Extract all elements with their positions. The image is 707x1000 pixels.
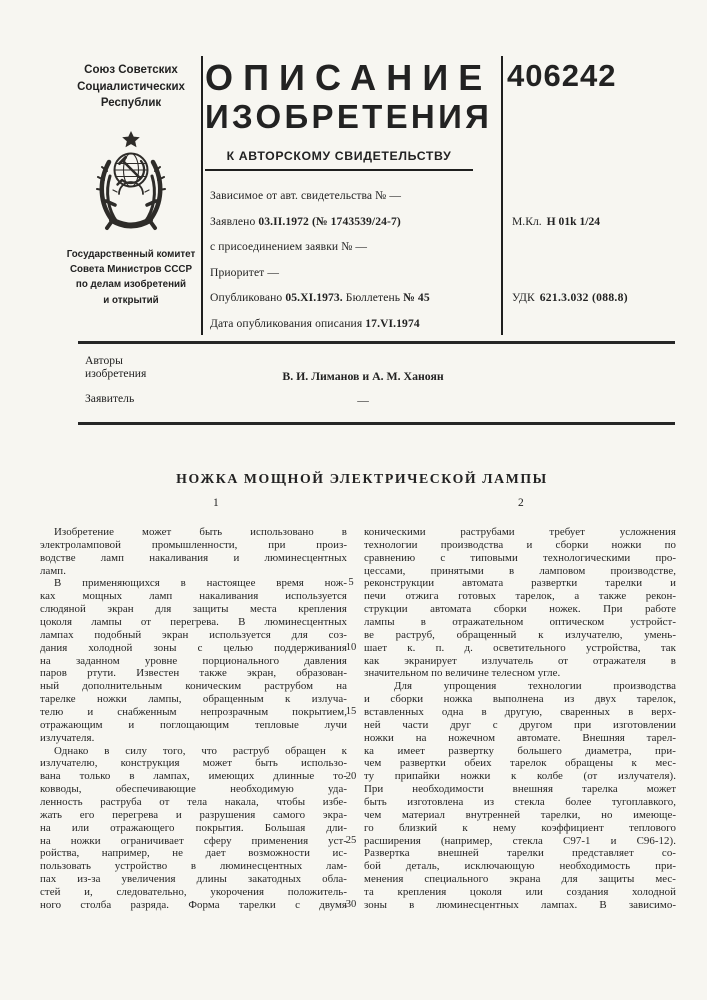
body-text-line: го близкий к нему коэффициент теплового <box>364 821 676 834</box>
body-text-line: тарелке ножки лампы, обращенным к излуча- <box>40 693 347 706</box>
certificate-subtitle: К АВТОРСКОМУ СВИДЕТЕЛЬСТВУ <box>205 149 473 171</box>
line-number: 20 <box>345 770 357 782</box>
horizontal-rule-bottom <box>78 422 675 425</box>
line-number: 30 <box>345 899 357 911</box>
body-text-line: дания холодной зоны с целью поддерживания <box>40 641 347 654</box>
udc-label: УДК <box>512 291 535 304</box>
body-text-line: коническими раструбами требует усложнения <box>364 526 676 538</box>
body-text-line: ней части друг с другом при изготовлении <box>364 718 676 731</box>
detail-line: с присоединением заявки № — <box>210 240 368 253</box>
body-text-line: ках мощных ламп накаливания используется <box>40 590 347 603</box>
body-text-line: цессами, принятыми в ламповом производстве, <box>364 564 676 577</box>
applicant-label: Заявитель <box>85 392 135 405</box>
body-text-line: ве раструб, обращенный к излучателю, умень- <box>364 628 676 641</box>
body-text-line: жать его перегрева и разрушения самого экра- <box>40 808 347 821</box>
body-text-line: зоны в люминесцентных лампах. В зависимо- <box>364 898 676 911</box>
body-text-line: слюдяной экран для защиты места крепления <box>40 603 347 616</box>
udc-classification <box>512 291 628 304</box>
body-text-line: чем развертки обеих тарелок обращены к мес- <box>364 757 676 770</box>
doc-type-title: ОПИСАНИЕ <box>205 57 493 98</box>
body-text-line: водстве ламп накаливания и люминесцентных <box>40 551 347 564</box>
body-text-line: и сборки ножка выполнена из двух тарелок, <box>364 693 676 706</box>
body-text-line: быть изготовлена из стекла более тугоплавкого, <box>364 796 676 809</box>
body-text-line: пах из-за увеличения длины закатодных обла- <box>40 873 347 886</box>
body-text-line: та крепления цоколя или создания холодной <box>364 886 676 899</box>
patent-number: 406242 <box>507 58 617 93</box>
body-text-line: пользовать устройство в люминесцентных лам- <box>40 860 347 873</box>
line-number: 5 <box>348 577 354 589</box>
country-name: Союз Советских Социалистических Республик <box>77 64 185 110</box>
body-text-line: сравнению с типовыми технологическими про- <box>364 551 676 564</box>
body-text-line: как экранирует излучатель от отражателя в <box>364 654 676 667</box>
detail-line: Заявлено 03.II.1972 (№ 1743539/24-7) <box>210 214 401 228</box>
column-number-2: 2 <box>518 497 524 509</box>
body-text-line: ного столба разряда. Форма тарелки с двумя <box>40 898 347 911</box>
ipc-value: Н 01k 1/24 <box>546 215 601 228</box>
body-text-line: вана только в лампах, имеющих длинные то- <box>40 770 347 783</box>
header-divider-left <box>201 56 203 335</box>
body-text-line: на ножки ограничивает сферу применения уст- <box>40 834 347 847</box>
body-text-line: лампы в отражательном оптическом устройст- <box>364 616 676 629</box>
body-text-line: излучателя. <box>40 731 95 744</box>
authors-names: В. И. Лиманов и А. М. Ханоян <box>282 369 444 383</box>
line-number: 25 <box>345 834 357 846</box>
body-text-line: Изобретение может быть использовано в <box>54 526 347 538</box>
body-text-line: ламп. <box>40 564 66 577</box>
line-number: 10 <box>345 641 357 653</box>
body-text-line: ный дополнительным коническим раструбом на <box>40 680 347 693</box>
body-text-line: вставленных одна в другую, сваренных в верх- <box>364 706 676 719</box>
body-text-line: Для упрощения технологии производства <box>394 680 676 693</box>
body-text-line: ту припайки ножки к колбе (от излучателя). <box>364 770 676 783</box>
body-text-line: цоколя лампы от перегрева. В люминесцентных <box>40 616 347 629</box>
body-text-line: При необходимости внешняя тарелка может <box>364 783 676 796</box>
horizontal-rule-top <box>78 341 675 344</box>
header-divider-right <box>501 56 503 335</box>
invention-title: НОЖКА МОЩНОЙ ЭЛЕКТРИЧЕСКОЙ ЛАМПЫ <box>176 471 548 486</box>
body-text-line: на или отражающего покрытия. Большая дли- <box>40 821 347 834</box>
applicant-value: — <box>357 394 369 407</box>
body-text-line: Однако в силу того, что раструб обращен к <box>54 744 347 757</box>
body-text-line: ножки на ножечном автомате. Внешняя тарел- <box>364 731 676 744</box>
body-text-line: шает к. п. д. осветительного устройства, так <box>364 641 676 654</box>
body-text-line: ка имеет развертку большего диаметра, при- <box>364 744 676 757</box>
body-text-line: телю и снабженным непрозрачным покрытием, <box>40 706 347 719</box>
ipc-label: М.Кл. <box>512 215 542 228</box>
body-text-line: струкции автомата сборки ножек. При работе <box>364 603 676 616</box>
body-text-line: паров ртути. Известен также экран, образован- <box>40 667 347 680</box>
body-text-line: значительном по величине телесном угле. <box>364 667 561 680</box>
detail-line: Приоритет — <box>210 265 280 279</box>
body-column-right <box>364 526 676 912</box>
body-text-line: на заданном уровне порционального давления <box>40 654 347 667</box>
detail-line: Опубликовано 05.XI.1973. Бюллетень № 45 <box>210 291 430 304</box>
body-text-line: Развертка внешней тарелки представляет со- <box>364 847 676 860</box>
body-text-line: лампах подобный экран используется для соз- <box>40 628 347 641</box>
body-text-line: чем материал внутренней тарелки, но имеюще- <box>364 808 676 821</box>
line-number: 15 <box>345 706 357 718</box>
body-column-left <box>40 526 347 912</box>
body-text-line: технологии производства и сборки ножки по <box>364 538 676 551</box>
body-text-line: печи отжига готовых тарелок, а также рекон- <box>364 590 676 603</box>
ipc-classification <box>512 215 600 228</box>
body-text-line: менения специального экрана для защиты мес- <box>364 873 676 886</box>
body-text-line: ленность раструба от тела накала, чтобы избе- <box>40 796 347 809</box>
detail-line: Зависимое от авт. свидетельства № — <box>210 189 402 202</box>
body-text-line: реконструкции автомата развертки тарелки и <box>364 577 676 590</box>
body-text-line: отражающим и поглощающим тепловые лучи <box>40 718 347 731</box>
udc-value: 621.3.032 (088.8) <box>539 291 628 304</box>
detail-line: Дата опубликования описания 17.VI.1974 <box>210 316 420 330</box>
body-text-line: В применяющихся в настоящее время нож- <box>54 577 347 590</box>
body-text-line: электроламповой промышленности, при произ- <box>40 538 347 551</box>
body-text-line: стей и, следовательно, укорочения положитель- <box>40 886 347 899</box>
body-text-line: бой деталь, исключающую необходимость при- <box>364 860 676 873</box>
body-text-line: излучателю, конструкция может быть использо- <box>40 757 347 770</box>
doc-type-title-2: ИЗОБРЕТЕНИЯ <box>205 98 493 135</box>
column-number-1: 1 <box>213 497 219 509</box>
body-text-line: ройства, например, не дает возможности ис- <box>40 847 347 860</box>
details-list <box>210 189 490 342</box>
body-text-line: расширения (например, стекла С97-1 и С96-12). <box>364 834 676 847</box>
ussr-coat-of-arms-icon <box>79 128 183 244</box>
body-text-line: ковводы, обеспечивающие необходимую уда- <box>40 783 347 796</box>
authors-label: Авторы изобретения <box>85 354 147 380</box>
committee-name: Государственный комитет Совета Министров СССР по делам изобретений и открытий <box>66 249 196 306</box>
